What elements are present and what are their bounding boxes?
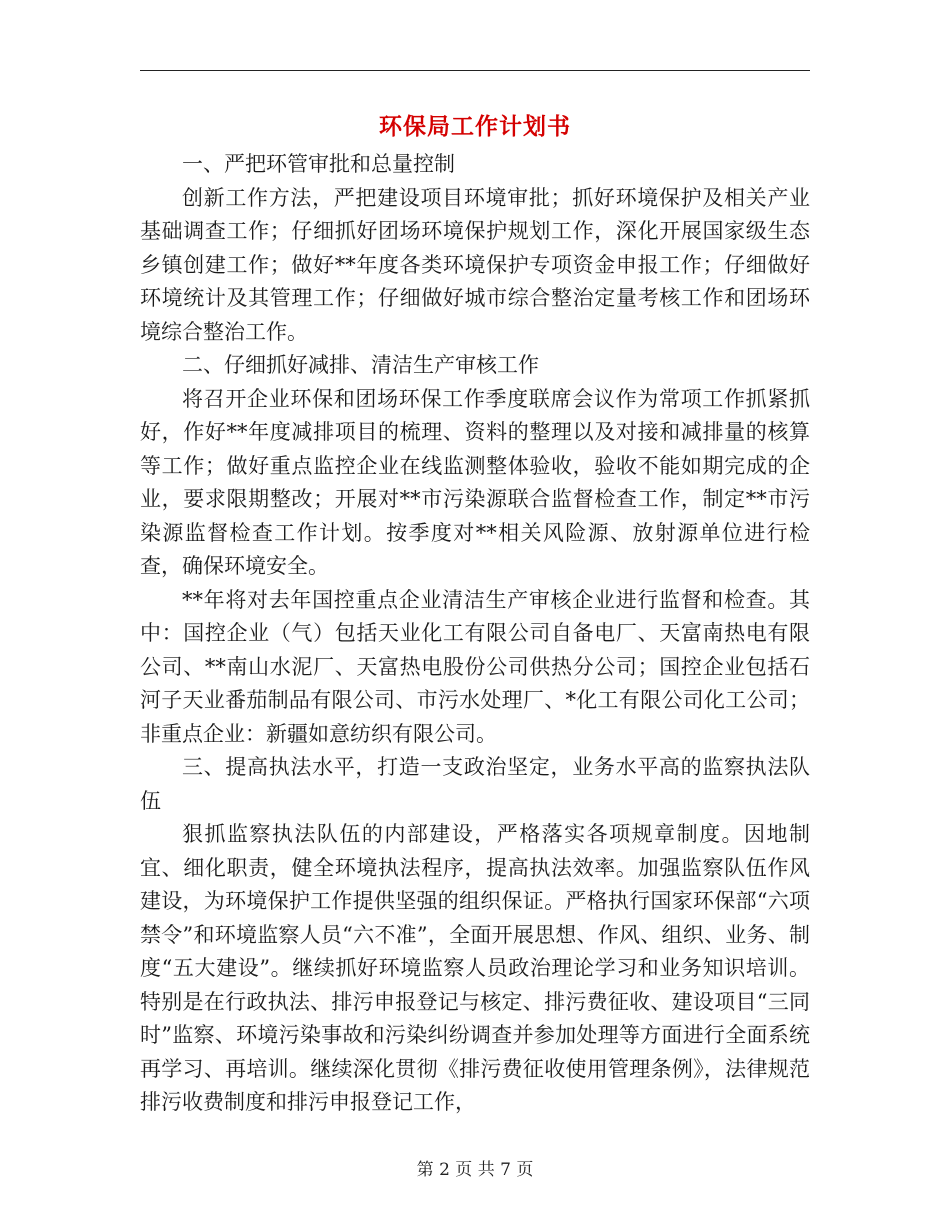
header-rule <box>140 70 810 71</box>
body-paragraph: 创新工作方法，严把建设项目环境审批；抓好环境保护及相关产业基础调查工作；仔细抓好团场环境保护规划工作，深化开展国家级生态乡镇创建工作；做好**年度各类环境保护专项资金申报工作；仔细做好环境统计及其管理工作；仔细做好城市综合整治定量考核工作和团场环境综合整治工作。 <box>140 185 810 344</box>
body-paragraph: 狠抓监察执法队伍的内部建设，严格落实各项规章制度。因地制宜、细化职责，健全环境执法程序，提高执法效率。加强监察队伍作风建设，为环境保护工作提供坚强的组织保证。严格执行国家环保部“六项禁令”和环境监察人员“六不准”，全面开展思想、作风、组织、业务、制度“五大建设”。继续抓好环境监察人员政治理论学习和业务知识培训。特别是在行政执法、排污申报登记与核定、排污费征收、建设项目“三同时”监察、环境污染事故和污染纠纷调查并参加处理等方面进行全面系统再学习、再培训。继续深化贯彻《排污费征收使用管理条例》，法律规范排污收费制度和排污申报登记工作， <box>140 822 810 1114</box>
document-body <box>140 148 810 1120</box>
section-heading-2: 二、仔细抓好减排、清洁生产审核工作 <box>182 353 539 377</box>
section-heading-3: 三、提高执法水平，打造一支政治坚定，业务水平高的监察执法队伍 <box>140 755 810 813</box>
section-heading-1: 一、严把环管审批和总量控制 <box>182 152 455 176</box>
document-title: 环保局工作计划书 <box>379 113 571 140</box>
page-footer <box>0 1155 950 1180</box>
page-number: 第 2 页 共 7 页 <box>416 1160 534 1180</box>
body-paragraph: 将召开企业环保和团场环保工作季度联席会议作为常项工作抓紧抓好，作好**年度减排项目的梳理、资料的整理以及对接和减排量的核算等工作；做好重点监控企业在线监测整体验收，验收不能如期完成的企业，要求限期整改；开展对**市污染源联合监督检查工作，制定**市污染源监督检查工作计划。按季度对**相关风险源、放射源单位进行检查，确保环境安全。 <box>140 386 810 578</box>
body-paragraph: **年将对去年国控重点企业清洁生产审核企业进行监督和检查。其中：国控企业（气）包括天业化工有限公司自备电厂、天富南热电有限公司、**南山水泥厂、天富热电股份公司供热分公司；国控企业包括石河子天业番茄制品有限公司、市污水处理厂、*化工有限公司化工公司；非重点企业：新疆如意纺织有限公司。 <box>140 587 810 746</box>
